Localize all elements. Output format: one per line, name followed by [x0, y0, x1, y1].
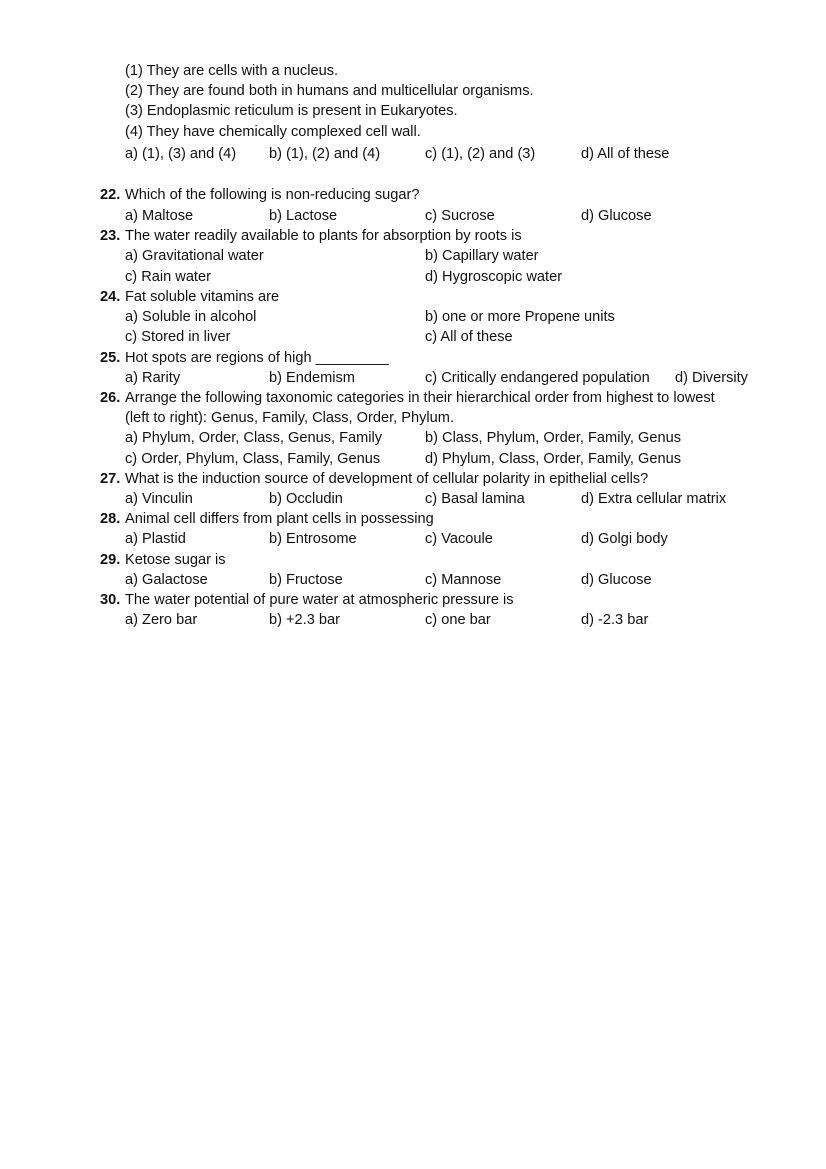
question-text: Fat soluble vitamins are: [125, 289, 280, 305]
question-number: 29.: [100, 552, 121, 568]
option-d: d) Hygroscopic water: [425, 269, 563, 285]
question-text: Which of the following is non-reducing sugar?: [125, 187, 420, 203]
question-number: 26.: [100, 390, 121, 406]
option-d: d) Glucose: [581, 572, 652, 588]
option-c: c) (1), (2) and (3): [425, 146, 536, 162]
option-b: b) one or more Propene units: [425, 309, 615, 325]
question-number: 22.: [100, 187, 121, 203]
option-c: c) Order, Phylum, Class, Family, Genus: [125, 451, 381, 467]
question-27-options: [0, 489, 826, 509]
statement-3: (3) Endoplasmic reticulum is present in Eukaryotes.: [125, 103, 458, 119]
option-a: a) Galactose: [125, 572, 208, 588]
question-26-options-row1: [0, 428, 826, 448]
question-number: 27.: [100, 471, 121, 487]
statement-1: (1) They are cells with a nucleus.: [125, 63, 339, 79]
option-c: c) Stored in liver: [125, 329, 231, 345]
option-b: b) Endemism: [269, 370, 355, 386]
option-a: a) Zero bar: [125, 612, 198, 628]
option-c: c) one bar: [425, 612, 491, 628]
option-b: b) (1), (2) and (4): [269, 146, 381, 162]
question-24-options-row1: [0, 307, 826, 327]
option-c: c) Vacoule: [425, 531, 493, 547]
question-26: [0, 388, 826, 408]
option-d: c) All of these: [425, 329, 513, 345]
option-d: d) All of these: [581, 146, 670, 162]
question-text: Ketose sugar is: [125, 552, 226, 568]
question-29: [0, 550, 826, 570]
option-d: d) Golgi body: [581, 531, 668, 547]
question-text: Arrange the following taxonomic categories in their hierarchical order from highest to lowest: [125, 390, 715, 406]
option-b: b) Occludin: [269, 491, 343, 507]
statement-2: (2) They are found both in humans and multicellular organisms.: [125, 83, 534, 99]
question-26-options-row2: [0, 449, 826, 469]
question-text: What is the induction source of development of cellular polarity in epithelial cells?: [125, 471, 649, 487]
option-d: d) Phylum, Class, Order, Family, Genus: [425, 451, 682, 467]
question-23: [0, 226, 826, 246]
option-b: b) Capillary water: [425, 248, 539, 264]
question-number: 25.: [100, 350, 121, 366]
question-30-options: [0, 610, 826, 630]
option-d: d) Extra cellular matrix: [581, 491, 727, 507]
option-c: c) Mannose: [425, 572, 502, 588]
option-c: c) Rain water: [125, 269, 211, 285]
question-23-options-row2: [0, 267, 826, 287]
question-28-options: [0, 529, 826, 549]
question-number: 30.: [100, 592, 121, 608]
question-23-options-row1: [0, 246, 826, 266]
question-text-continued: (left to right): Genus, Family, Class, Order, Phylum.: [125, 410, 454, 426]
question-24-options-row2: [0, 327, 826, 347]
question-number: 28.: [100, 511, 121, 527]
question-30: [0, 590, 826, 610]
option-a: a) Maltose: [125, 208, 194, 224]
option-b: b) +2.3 bar: [269, 612, 340, 628]
question-22-options: [0, 206, 826, 226]
question-24: [0, 287, 826, 307]
option-a: a) Rarity: [125, 370, 181, 386]
option-b: b) Entrosome: [269, 531, 357, 547]
pre-question-options: [0, 144, 826, 164]
question-text: Animal cell differs from plant cells in possessing: [125, 511, 434, 527]
question-text: Hot spots are regions of high _________: [125, 350, 389, 366]
option-b: b) Class, Phylum, Order, Family, Genus: [425, 430, 682, 446]
question-number: 23.: [100, 228, 121, 244]
option-c: c) Basal lamina: [425, 491, 525, 507]
question-text: The water readily available to plants for absorption by roots is: [125, 228, 522, 244]
option-a: a) (1), (3) and (4): [125, 146, 237, 162]
option-a: a) Phylum, Order, Class, Genus, Family: [125, 430, 383, 446]
question-number: 24.: [100, 289, 121, 305]
option-a: a) Vinculin: [125, 491, 193, 507]
option-a: a) Plastid: [125, 531, 186, 547]
question-25: [0, 348, 826, 368]
question-text: The water potential of pure water at atmospheric pressure is: [125, 592, 514, 608]
question-26-continued: [0, 408, 826, 428]
question-28: [0, 509, 826, 529]
option-b: b) Lactose: [269, 208, 338, 224]
option-d: d) Glucose: [581, 208, 652, 224]
question-22: [0, 185, 826, 205]
option-a: a) Soluble in alcohol: [125, 309, 257, 325]
question-27: [0, 469, 826, 489]
option-b: b) Fructose: [269, 572, 343, 588]
question-25-options: [0, 368, 826, 388]
option-c: c) Critically endangered population: [425, 370, 650, 386]
option-c: c) Sucrose: [425, 208, 495, 224]
option-a: a) Gravitational water: [125, 248, 264, 264]
statement-4: (4) They have chemically complexed cell wall.: [125, 124, 421, 140]
option-d: d) Diversity: [675, 370, 748, 386]
option-d: d) -2.3 bar: [581, 612, 649, 628]
question-29-options: [0, 570, 826, 590]
